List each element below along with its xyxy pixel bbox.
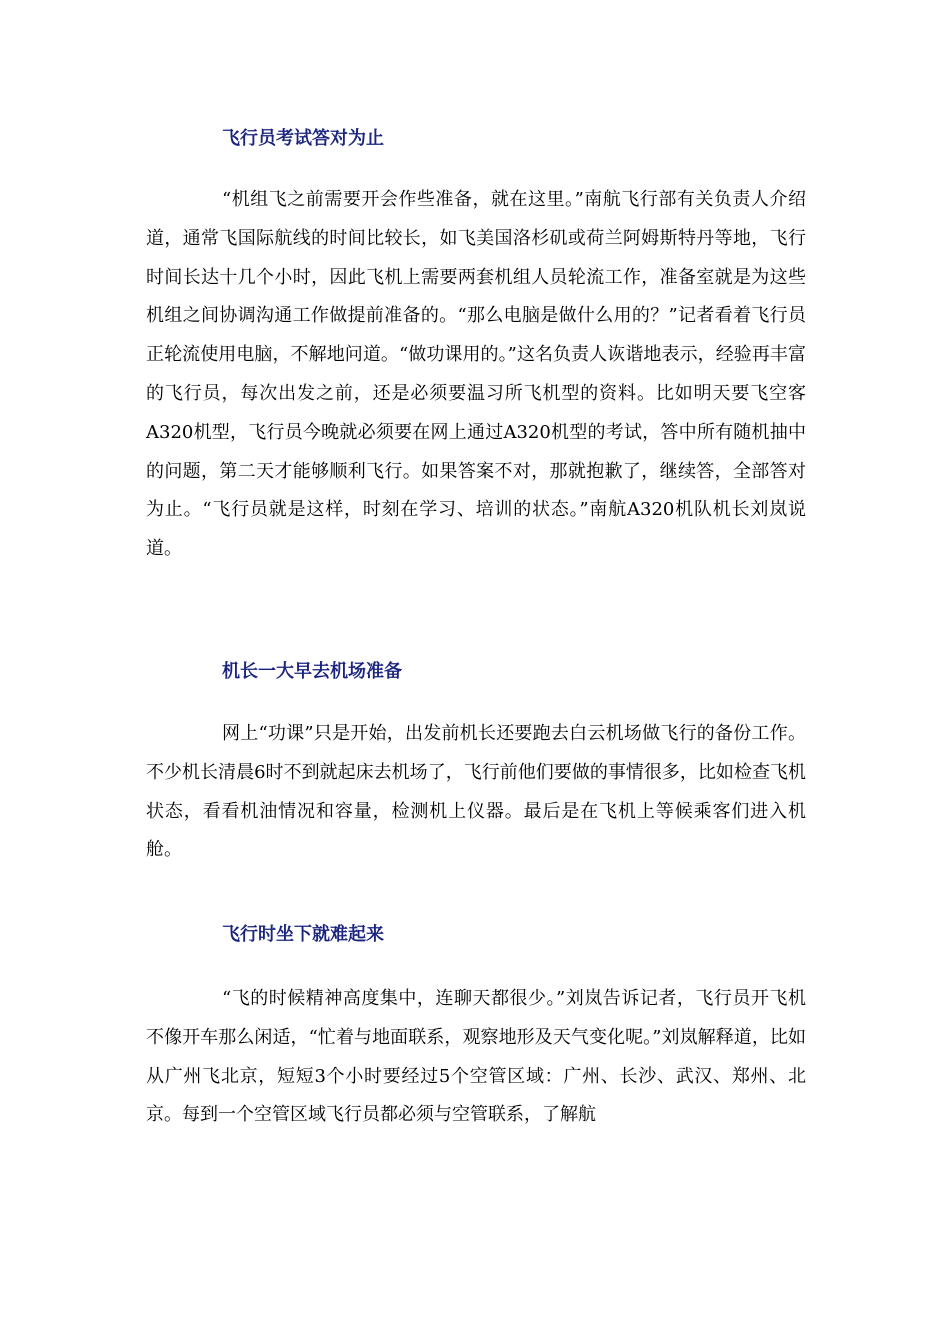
section-paragraph-flight: “飞的时候精神高度集中，连聊天都很少。”刘岚告诉记者，飞行员开飞机不像开车那么闲适，“忙着与地面联系，观察地形及天气变化呢。”刘岚解释道，比如从广州飞北京，短短3个小时要经过5个空管区域：广州、长沙、武汉、郑州、北京。每到一个空管区域飞行员都必须与空管联系，了解航 — [146, 988, 806, 1126]
section-paragraph-captain: 网上“功课”只是开始，出发前机长还要跑去白云机场做飞行的备份工作。不少机长清晨6时不到就起床去机场了，飞行前他们要做的事情很多，比如检查飞机状态，看看机油情况和容量，检测机上仪器。最后是在飞机上等候乘客们进入机舱。 — [146, 723, 806, 861]
section-heading-exam: 飞行员考试答对为止 — [222, 128, 384, 149]
section-heading-captain: 机长一大早去机场准备 — [222, 661, 402, 682]
section-paragraph-exam: “机组飞之前需要开会作些准备，就在这里。”南航飞行部有关负责人介绍道，通常飞国际航线的时间比较长，如飞美国洛杉矶或荷兰阿姆斯特丹等地，飞行时间长达十几个小时，因此飞机上需要两套机组人员轮流工作，准备室就是为这些机组之间协调沟通工作做提前准备的。“那么电脑是做什么用的？”记者看着飞行员正轮流使用电脑，不解地问道。“做功课用的。”这名负责人诙谐地表示，经验再丰富的飞行员，每次出发之前，还是必须要温习所飞机型的资料。比如明天要飞空客A320机型，飞行员今晚就必须要在网上通过A320机型的考试，答中所有随机抽中的问题，第二天才能够顺利飞行。如果答案不对，那就抱歉了，继续答，全部答对为止。“飞行员就是这样，时刻在学习、培训的状态。”南航A320机队机长刘岚说道。 — [146, 189, 806, 560]
section-heading-flight: 飞行时坐下就难起来 — [222, 924, 384, 945]
